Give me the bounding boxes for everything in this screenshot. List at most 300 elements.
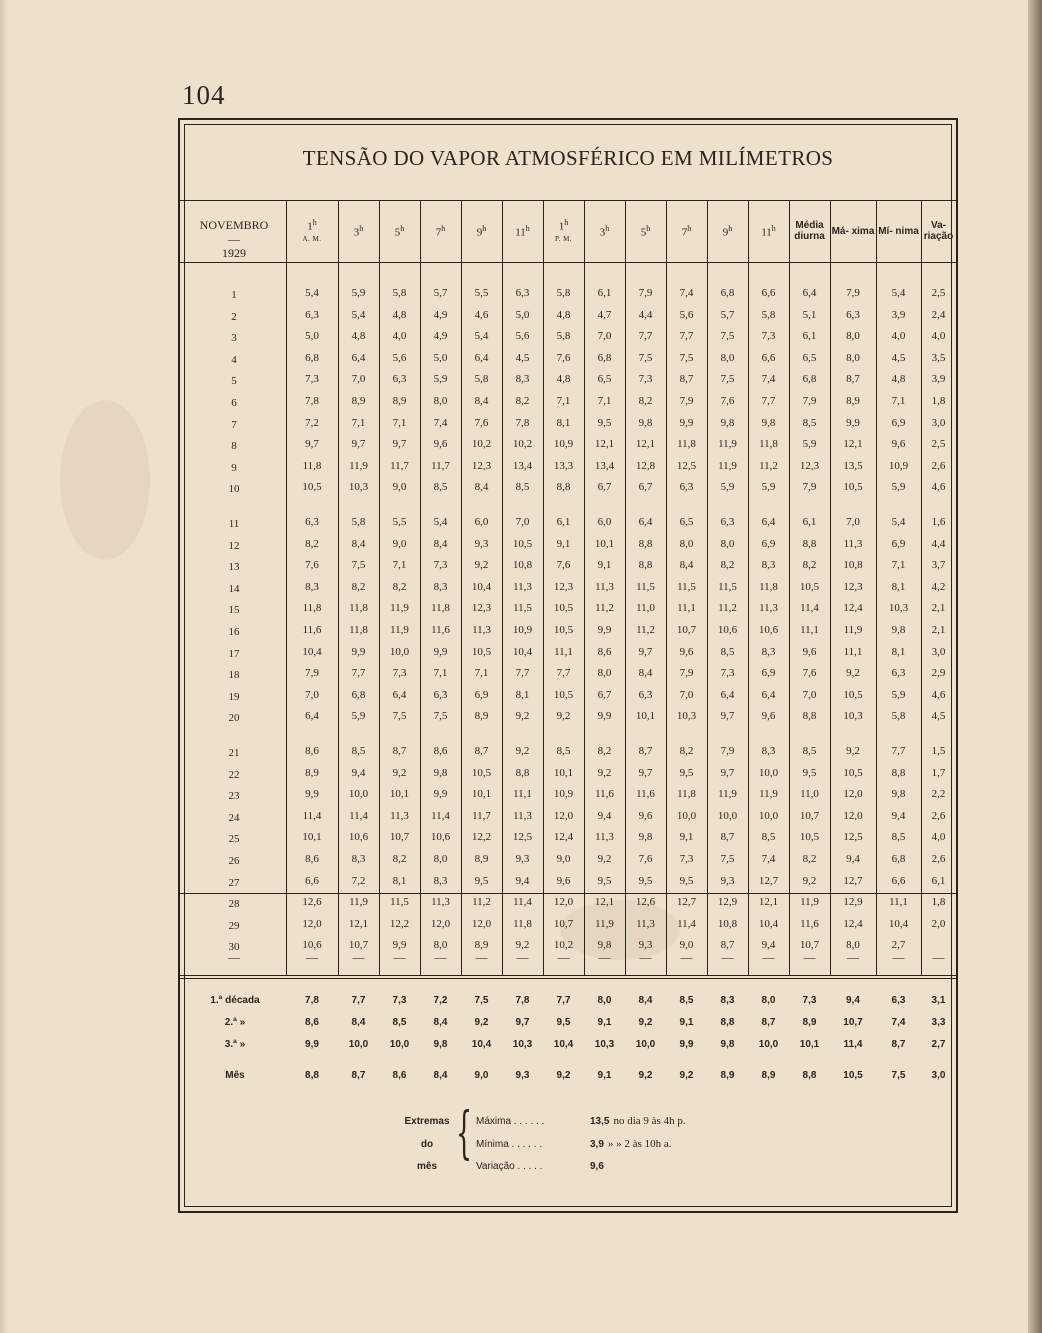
table-cell: 7,9 (679, 667, 694, 680)
summary-cell: 6,3 (891, 995, 906, 1006)
table-cell: 8,5 (761, 831, 776, 844)
table-cell: 6,8 (891, 853, 906, 865)
table-cell: 11,1 (677, 602, 696, 615)
summary-cell: 7,8 (305, 995, 319, 1006)
table-cell: 10,6 (758, 624, 779, 636)
table-cell: 4,4 (931, 537, 946, 550)
table-cell: 9,8 (597, 939, 612, 952)
table-cell: 10,5 (302, 481, 322, 494)
table-cell: 11,3 (390, 809, 409, 822)
table-cell: 12,7 (843, 874, 863, 887)
table-cell: 8,4 (679, 559, 694, 572)
table-cell: 9,0 (679, 939, 694, 952)
table-cell: 5,8 (556, 330, 571, 343)
day-label: 17 (228, 647, 240, 660)
table-cell: 11,3 (843, 537, 863, 550)
table-cell: 11,9 (800, 896, 819, 909)
table-cell: 8,3 (761, 559, 776, 572)
table-cell: 9,4 (891, 809, 906, 822)
table-cell: 13,4 (594, 459, 615, 472)
table-cell: 8,2 (305, 537, 319, 550)
table-cell: 7,9 (638, 287, 653, 299)
table-cell: 7,8 (305, 395, 319, 407)
table-cell: 12,6 (302, 896, 322, 909)
table-cell: 10,7 (348, 939, 369, 952)
table-cell: 6,3 (305, 516, 319, 528)
column-header-label: 5 (640, 226, 647, 239)
table-cell: 11,1 (889, 896, 908, 909)
table-cell: 5,9 (891, 481, 906, 494)
table-cell: 11,7 (390, 459, 409, 472)
dash-cell: — (434, 950, 447, 964)
table-cell: 11,9 (718, 438, 737, 451)
brace-glyph: { (456, 1101, 473, 1166)
table-cell: 9,3 (720, 874, 735, 887)
table-cell: 6,9 (761, 667, 776, 680)
table-title: TENSÃO DO VAPOR ATMOSFÉRICO EM MILÍMETROS (302, 146, 834, 170)
table-cell: 3,5 (931, 351, 946, 364)
extreme-value: 3,9 (590, 1139, 604, 1150)
table-cell: 8,1 (556, 416, 571, 429)
table-cell: 9,1 (556, 537, 571, 550)
table-cell: 5,1 (802, 308, 817, 321)
table-cell: 11,0 (636, 602, 655, 615)
table-cell: 7,6 (802, 667, 817, 680)
table-cell: 5,9 (891, 688, 906, 701)
table-cell: 5,8 (556, 287, 571, 299)
summary-cell: 8,9 (720, 1070, 735, 1081)
table-cell: 10,5 (843, 481, 863, 494)
summary-cell: 9,3 (515, 1070, 530, 1081)
summary-cell: 9,7 (515, 1017, 530, 1028)
summary-cell: 10,4 (471, 1039, 492, 1050)
summary-cell: 8,5 (392, 1017, 407, 1028)
day-label: 10 (228, 483, 240, 496)
table-cell: 8,3 (351, 853, 366, 865)
table-cell: 12,0 (302, 917, 322, 930)
table-cell: 6,4 (351, 351, 366, 364)
extreme-value: 13,5 (590, 1116, 610, 1127)
table-cell: 7,3 (305, 373, 319, 386)
table-cell: 2,7 (891, 939, 906, 952)
table-cell: 11,9 (390, 602, 409, 615)
table-cell: 6,7 (597, 688, 612, 701)
table-cell: 7,5 (679, 351, 694, 364)
table-cell: 9,9 (305, 788, 319, 801)
table-cell: 10,8 (512, 559, 533, 572)
table-cell: 9,6 (761, 710, 776, 723)
table-cell: 10,2 (471, 438, 492, 451)
table-cell: 7,7 (351, 667, 366, 680)
summary-cell: 9,1 (679, 1017, 694, 1028)
table-cell: 11,9 (843, 624, 863, 636)
summary-cell: 7,8 (515, 995, 530, 1006)
table-cell: 10,9 (888, 459, 909, 472)
table-cell: 5,6 (515, 330, 530, 343)
table-cell: 8,7 (679, 373, 694, 386)
table-cell: 10,5 (843, 688, 863, 701)
table-cell: 11,3 (513, 580, 532, 593)
table-cell: 6,5 (802, 351, 817, 364)
table-cell: 12,5 (676, 459, 697, 472)
column-header-unit: h (359, 224, 364, 234)
table-cell: 8,3 (761, 745, 776, 757)
day-label: 7 (231, 418, 237, 431)
table-cell: 7,9 (679, 395, 694, 407)
table-cell: 11,8 (677, 438, 696, 451)
table-cell: 12,0 (430, 917, 451, 930)
table-cell: 8,6 (433, 745, 448, 757)
table-cell: 8,0 (846, 330, 860, 343)
table-cell: 10,0 (389, 645, 410, 658)
day-label: 14 (228, 582, 240, 595)
table-cell: 10,9 (512, 624, 533, 636)
table-cell: 10,0 (758, 766, 779, 779)
table-cell: 8,8 (638, 537, 653, 550)
table-cell: 8,5 (720, 645, 735, 658)
table-cell: 5,8 (392, 287, 407, 299)
dash-cell: — (680, 950, 693, 964)
table-cell: 8,5 (891, 831, 906, 844)
day-label: 6 (231, 397, 237, 409)
column-header-label: 9 (722, 226, 729, 239)
table-cell: 6,0 (474, 516, 489, 528)
table-cell: 10,4 (302, 645, 322, 658)
table-cell: 4,8 (556, 373, 571, 386)
table-cell: 10,5 (553, 624, 574, 636)
month-year: 1929 (222, 246, 246, 260)
table-cell: 11,6 (636, 788, 655, 801)
table-cell: 10,3 (676, 710, 697, 723)
table-cell: 7,9 (802, 395, 817, 407)
table-cell: 8,1 (392, 874, 407, 887)
table-cell: 4,4 (638, 308, 653, 321)
dash-cell: — (892, 950, 905, 964)
extreme-name: Variação . . . . . (476, 1161, 543, 1172)
table-cell: 7,3 (433, 559, 448, 572)
summary-label: 1.ª década (210, 995, 260, 1006)
column-header-unit: h (605, 224, 610, 234)
summary-cell: 10,0 (389, 1039, 410, 1050)
table-cell: 10,3 (888, 602, 909, 615)
table-cell: 8,3 (515, 373, 530, 386)
table-cell: 8,8 (802, 537, 817, 550)
table-cell: 8,9 (474, 710, 489, 723)
table-cell: 4,5 (515, 351, 530, 364)
table-cell: 7,0 (679, 688, 694, 701)
table-cell: 7,5 (351, 559, 366, 572)
summary-cell: 9,2 (556, 1070, 571, 1081)
column-header-label: Média diurna (794, 220, 825, 242)
table-cell: 10,4 (512, 645, 533, 658)
table-cell: 11,4 (677, 917, 696, 930)
day-label: 13 (228, 561, 240, 574)
table-cell: 1,8 (931, 395, 946, 407)
table-cell: 4,6 (474, 308, 489, 321)
table-cell: 8,8 (515, 766, 530, 779)
table-cell: 8,4 (474, 481, 489, 494)
table-cell: 10,1 (389, 788, 410, 801)
dash-cell: — (228, 950, 240, 964)
table-cell: 8,9 (305, 766, 319, 779)
summary-cell: 3,0 (931, 1070, 946, 1081)
summary-cell: 8,4 (433, 1070, 448, 1081)
table-cell: 11,7 (472, 809, 491, 822)
summary-cell: 10,4 (553, 1039, 574, 1050)
table-cell: 9,9 (351, 645, 366, 658)
table-cell: 8,2 (392, 853, 407, 865)
table-cell: 11,7 (431, 459, 450, 472)
table-cell: 11,8 (349, 624, 368, 636)
summary-cell: 10,7 (843, 1017, 863, 1028)
table-cell: 6,6 (761, 351, 776, 364)
summary-cell: 9,4 (846, 995, 860, 1006)
table-cell: 11,3 (636, 917, 655, 930)
table-cell: 12,2 (389, 917, 410, 930)
table-cell: 8,0 (720, 351, 735, 364)
table-cell: 9,0 (556, 853, 571, 865)
table-cell: 11,6 (302, 624, 322, 636)
table-cell: 9,8 (891, 788, 906, 801)
column-header-label: Má- xima (831, 225, 875, 237)
table-cell: 4,2 (931, 580, 946, 593)
table-cell: 8,7 (720, 831, 735, 844)
summary-label: Mês (225, 1070, 245, 1081)
table-cell: 11,1 (800, 624, 819, 636)
extreme-name: Máxima . . . . . . (476, 1116, 545, 1127)
table-cell: 11,1 (843, 645, 863, 658)
table-cell: 10,9 (553, 788, 574, 801)
extreme-note: » » 2 às 10h a. (607, 1138, 672, 1150)
column-header-label: 7 (435, 226, 442, 239)
table-cell: 8,9 (392, 395, 407, 407)
column-header-unit: h (482, 224, 487, 234)
table-cell: 2,4 (931, 308, 946, 321)
table-cell: 8,8 (802, 710, 817, 723)
summary-cell: 9,2 (679, 1070, 694, 1081)
table-cell: 9,5 (679, 874, 694, 887)
book-spine-shadow (1028, 0, 1042, 1333)
table-cell: 11,8 (759, 438, 778, 451)
table-cell: 6,8 (720, 287, 735, 299)
table-cell: 9,7 (638, 645, 653, 658)
table-cell: 4,8 (392, 308, 407, 321)
column-header-period: P. M. (554, 234, 573, 243)
table-cell: 5,5 (474, 287, 489, 299)
table-cell: 9,2 (846, 745, 860, 757)
column-header-label: 1 (558, 220, 565, 233)
table-cell: 4,8 (556, 308, 571, 321)
column-header-label: 3 (353, 226, 360, 239)
summary-cell: 8,7 (891, 1039, 906, 1050)
table-cell: 9,7 (720, 766, 735, 779)
day-label: 11 (228, 518, 240, 530)
summary-cell: 11,4 (843, 1039, 863, 1050)
summary-cell: 7,3 (392, 995, 407, 1006)
extreme-value: 9,6 (590, 1161, 604, 1172)
column-header-unit: h (728, 224, 733, 234)
table-cell: 9,9 (597, 710, 612, 723)
summary-cell: 10,0 (758, 1039, 779, 1050)
table-cell: 13,3 (553, 459, 574, 472)
summary-cell: 8,9 (802, 1017, 817, 1028)
table-cell: 6,9 (474, 688, 489, 701)
table-cell: 10,4 (888, 917, 909, 930)
table-cell: 11,8 (302, 459, 322, 472)
table-cell: 4,0 (931, 831, 946, 844)
day-label: 25 (228, 833, 240, 846)
table-cell: 12,4 (843, 602, 863, 615)
dash-cell: — (847, 950, 859, 964)
table-cell: 11,4 (302, 809, 322, 822)
table-cell: 5,8 (761, 308, 776, 321)
table-cell: 2,9 (931, 667, 946, 680)
column-header-unit: h (646, 224, 651, 234)
table-cell: 7,1 (597, 395, 612, 407)
table-cell: 8,6 (305, 853, 319, 865)
table-cell: 6,6 (305, 874, 319, 887)
table-cell: 12,1 (758, 896, 779, 909)
table-cell: 7,7 (638, 330, 653, 343)
table-cell: 5,0 (433, 351, 448, 364)
day-label: 18 (228, 669, 240, 682)
day-label: 30 (228, 941, 240, 954)
table-cell: 11,5 (390, 896, 409, 909)
table-cell: 8,2 (802, 853, 817, 865)
table-cell: 10,1 (302, 831, 322, 844)
table-cell: 9,9 (846, 416, 860, 429)
summary-cell: 8,6 (305, 1017, 319, 1028)
table-cell: 9,3 (638, 939, 653, 952)
table-cell: 6,5 (597, 373, 612, 386)
table-cell: 5,8 (474, 373, 489, 386)
day-label: 19 (228, 690, 240, 703)
table-cell: 11,0 (800, 788, 819, 801)
table-cell: 11,8 (513, 917, 532, 930)
table-cell: 9,8 (761, 416, 776, 429)
table-cell: 11,4 (349, 809, 368, 822)
summary-cell: 9,2 (638, 1070, 653, 1081)
summary-cell: 8,4 (351, 1017, 366, 1028)
table-cell: 12,1 (594, 438, 615, 451)
summary-cell: 10,3 (594, 1039, 615, 1050)
day-label: 27 (228, 876, 240, 889)
table-cell: 5,8 (891, 710, 906, 723)
table-cell: 8,8 (891, 766, 906, 779)
table-cell: 11,9 (718, 459, 737, 472)
table-cell: 12,0 (843, 788, 863, 801)
summary-cell: 10,0 (348, 1039, 369, 1050)
dash-cell: — (932, 950, 945, 964)
table-cell: 7,1 (392, 559, 407, 572)
table-cell: 7,0 (802, 688, 817, 701)
day-label: 22 (228, 768, 240, 781)
table-cell: 5,0 (515, 308, 530, 321)
table-cell: 4,0 (392, 330, 407, 343)
table-cell: 12,3 (471, 602, 492, 615)
summary-cell: 8,0 (597, 995, 612, 1006)
page-number: 104 (182, 80, 226, 110)
table-cell: 5,9 (351, 287, 366, 299)
day-label: 21 (228, 747, 240, 759)
table-cell: 5,4 (891, 516, 906, 528)
table-cell: 7,6 (556, 559, 571, 572)
table-cell: 10,7 (553, 917, 574, 930)
table-cell: 8,2 (515, 395, 530, 407)
table-cell: 11,2 (718, 602, 737, 615)
table-cell: 6,1 (556, 516, 571, 528)
table-cell: 12,5 (512, 831, 533, 844)
table-cell: 11,9 (718, 788, 737, 801)
table-cell: 9,6 (433, 438, 448, 451)
table-cell: 6,3 (638, 688, 653, 701)
table-cell: 8,1 (515, 688, 530, 701)
table-cell: 12,1 (348, 917, 369, 930)
summary-cell: 9,1 (597, 1017, 612, 1028)
table-cell: 6,3 (515, 287, 530, 299)
table-cell: 10,0 (348, 788, 369, 801)
table-cell: 10,7 (799, 809, 820, 822)
table-cell: 10,3 (348, 481, 369, 494)
table-cell: 11,8 (302, 602, 322, 615)
table-cell: 11,8 (677, 788, 696, 801)
dash-cell: — (516, 950, 529, 964)
table-cell: 8,0 (433, 395, 448, 407)
table-cell: 9,7 (351, 438, 366, 451)
table-cell: 9,7 (305, 438, 319, 451)
table-cell: 7,9 (846, 287, 860, 299)
table-cell: 7,1 (891, 395, 906, 407)
summary-cell: 3,1 (931, 995, 946, 1006)
table-cell: 7,2 (305, 416, 319, 429)
table-cell: 11,8 (349, 602, 368, 615)
table-cell: 9,6 (891, 438, 906, 451)
table-cell: 8,4 (474, 395, 489, 407)
table-cell: 7,1 (433, 667, 448, 680)
table-cell: 6,7 (597, 481, 612, 494)
summary-cell: 8,8 (720, 1017, 735, 1028)
table-cell: 6,8 (802, 373, 817, 386)
table-cell: 6,4 (392, 688, 407, 701)
table-cell: 3,9 (931, 373, 946, 386)
summary-cell: 9,8 (720, 1039, 735, 1050)
summary-cell: 9,2 (638, 1017, 653, 1028)
table-cell: 9,5 (474, 874, 489, 887)
table-cell: 12,0 (553, 809, 574, 822)
table-cell: 7,7 (679, 330, 694, 343)
table-cell: 11,2 (595, 602, 614, 615)
table-cell: 8,6 (305, 745, 319, 757)
table-cell: 8,0 (846, 351, 860, 364)
table-cell: 10,2 (512, 438, 533, 451)
dash-cell: — (306, 950, 318, 964)
table-cell: 5,9 (802, 438, 817, 451)
table-cell: 8,1 (891, 645, 906, 658)
table-cell: 9,6 (638, 809, 653, 822)
table-cell: 9,2 (515, 939, 530, 952)
table-cell: 11,3 (595, 831, 614, 844)
summary-cell: 9,5 (556, 1017, 571, 1028)
table-cell: 8,7 (846, 373, 860, 386)
table-cell: 7,0 (597, 330, 612, 343)
table-cell: 8,2 (720, 559, 735, 572)
table-cell: 10,0 (717, 809, 738, 822)
table-cell: 6,6 (761, 287, 776, 299)
table-cell: 8,0 (846, 939, 860, 952)
summary-cell: 9,1 (597, 1070, 612, 1081)
table-cell: 8,7 (474, 745, 489, 757)
table-cell: 11,6 (595, 788, 614, 801)
